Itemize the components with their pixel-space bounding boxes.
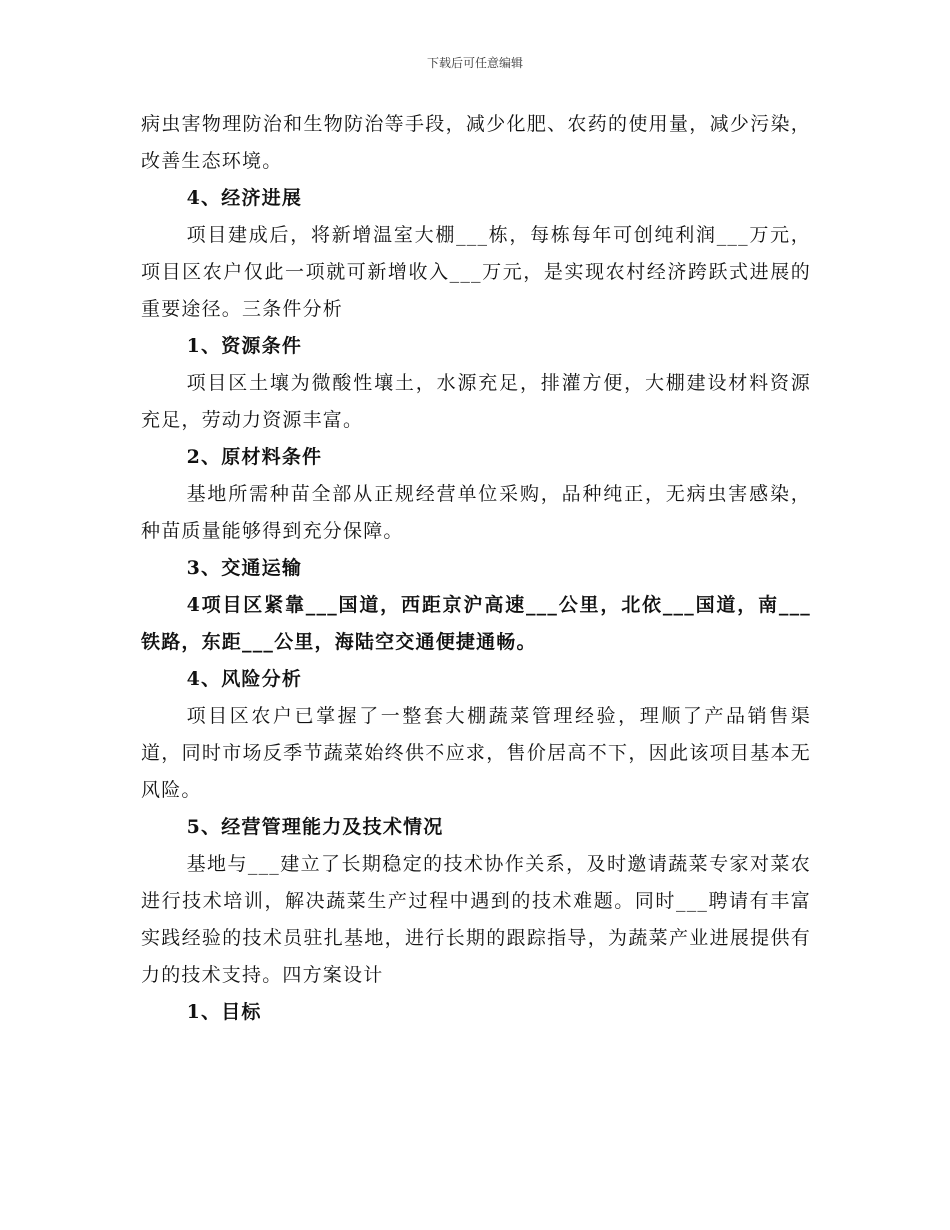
heading-objectives: 1、目标 bbox=[186, 1001, 262, 1023]
paragraph-pest-control: 病虫害物理防治和生物防治等手段，减少化肥、农药的使用量，减少污染，改善生态环境。 bbox=[141, 113, 811, 172]
paragraph-transportation: 4项目区紧靠___国道，西距京沪高速___公里，北依___国道，南___铁路，东距___公里，海陆空交通便捷通畅。 bbox=[141, 594, 811, 653]
heading-risk-analysis: 4、风险分析 bbox=[186, 668, 303, 690]
paragraph-management-technology: 基地与___建立了长期稳定的技术协作关系，及时邀请蔬菜专家对菜农进行技术培训，解决蔬菜生产过程中遇到的技术难题。同时___聘请有丰富实践经验的技术员驻扎基地，进行长期的跟踪指导，为蔬菜产业进展提供有力的技术支持。四方案设计 bbox=[141, 853, 811, 986]
heading-raw-material-conditions: 2、原材料条件 bbox=[186, 446, 323, 468]
paragraph-raw-material-conditions: 基地所需种苗全部从正规经营单位采购，品种纯正，无病虫害感染，种苗质量能够得到充分保障。 bbox=[141, 483, 811, 542]
heading-transportation: 3、交通运输 bbox=[186, 557, 303, 579]
page-header: 下载后可任意编辑 bbox=[426, 56, 523, 70]
paragraph-risk-analysis: 项目区农户已掌握了一整套大棚蔬菜管理经验，理顺了产品销售渠道，同时市场反季节蔬菜始终供不应求，售价居高不下，因此该项目基本无风险。 bbox=[141, 705, 811, 801]
document-body bbox=[141, 106, 811, 1031]
heading-management-technology: 5、经营管理能力及技术情况 bbox=[186, 816, 444, 838]
heading-resource-conditions: 1、资源条件 bbox=[186, 335, 303, 357]
paragraph-economic-development: 项目建成后，将新增温室大棚___栋，每栋每年可创纯利润___万元，项目区农户仅此一项就可新增收入___万元，是实现农村经济跨跃式进展的重要途径。三条件分析 bbox=[141, 224, 811, 320]
paragraph-resource-conditions: 项目区土壤为微酸性壤土，水源充足，排灌方便，大棚建设材料资源充足，劳动力资源丰富。 bbox=[141, 372, 811, 431]
heading-economic-development: 4、经济进展 bbox=[186, 187, 303, 209]
